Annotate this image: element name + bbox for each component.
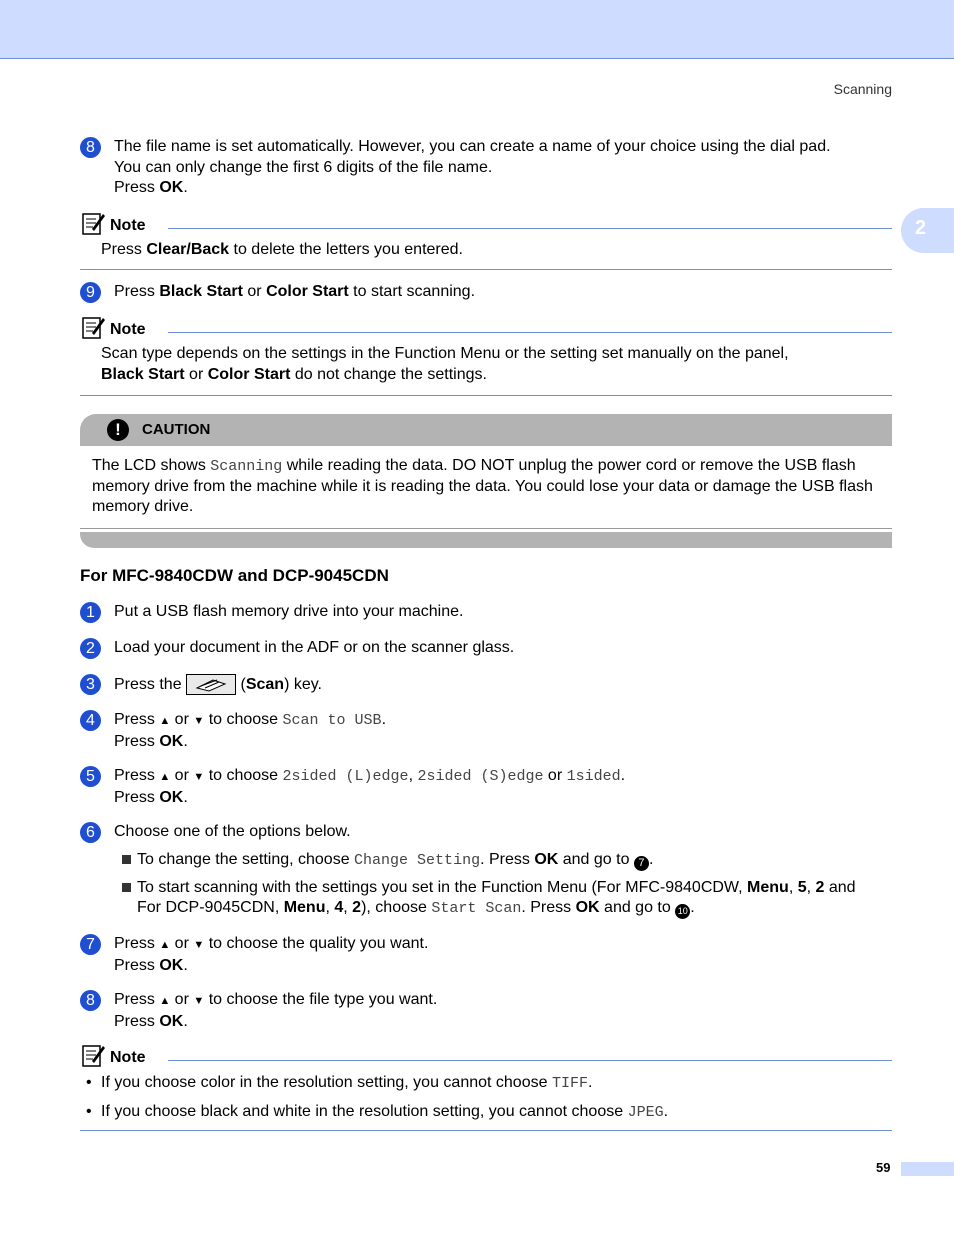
up-arrow-icon: ▲ (159, 995, 171, 1007)
note-pencil-icon (82, 211, 106, 235)
note-bottom-rule (80, 269, 892, 270)
note-scan-type: Note Scan type depends on the settings in the Function Menu or the setting set manually on the panel, Black Start or Color Start do not change the settings. (80, 315, 892, 396)
step-ref-10-icon: 10 (675, 904, 690, 919)
up-arrow-icon: ▲ (159, 771, 171, 783)
step-text: Choose one of the options below. (114, 823, 351, 840)
ok-key-label: OK (159, 179, 184, 196)
step-ref-7-icon: 7 (634, 856, 649, 871)
step-number: 3 (80, 674, 101, 695)
list-item: • If you choose color in the resolution setting, you cannot choose TIFF. (80, 1072, 892, 1094)
running-header: Scanning (833, 81, 892, 97)
section-title: For MFC-9840CDW and DCP-9045CDN (80, 566, 389, 585)
step-text: You can only change the first 6 digits of the file name. (114, 158, 493, 176)
up-arrow-icon: ▲ (159, 939, 171, 951)
down-arrow-icon: ▼ (193, 995, 205, 1007)
note-bottom-rule (80, 1130, 892, 1131)
step-number: 8 (80, 137, 101, 158)
down-arrow-icon: ▼ (193, 771, 205, 783)
header-band (0, 0, 954, 59)
caution-header (80, 414, 892, 446)
option-start-scan: To start scanning with the settings you set in the Function Menu (For MFC-9840CDW, Menu, 5, 2 and For DCP-9045CDN, Menu, 4, 2), choose Start Scan. Press OK and go to 10 . (122, 878, 882, 919)
down-arrow-icon: ▼ (193, 715, 205, 727)
step-text: The file name is set automatically. However, you can create a name of your choice using the dial pad. (114, 138, 831, 155)
list-item: • If you choose black and white in the resolution setting, you cannot choose JPEG. (80, 1101, 892, 1123)
step-text: Put a USB flash memory drive into your machine. (114, 603, 464, 620)
note-pencil-icon (82, 315, 106, 339)
step-number: 1 (80, 602, 101, 623)
note-label: Note (110, 321, 146, 338)
note-rule (168, 228, 892, 229)
caution-exclamation-icon: ! (107, 419, 129, 441)
step-number: 9 (80, 282, 101, 303)
step-number: 8 (80, 990, 101, 1011)
scan-key-icon (186, 674, 236, 695)
up-arrow-icon: ▲ (159, 715, 171, 727)
step-number: 6 (80, 822, 101, 843)
note-clear-back: Note Press Clear/Back to delete the letters you entered. (80, 211, 892, 270)
caution-footer-bar (80, 532, 892, 548)
note-bottom-rule (80, 395, 892, 396)
down-arrow-icon: ▼ (193, 939, 205, 951)
note-label: Note (110, 1049, 146, 1066)
step-number: 7 (80, 934, 101, 955)
caution-divider (80, 528, 892, 529)
caution-box (80, 414, 892, 517)
square-bullet-icon (122, 883, 131, 892)
caution-text: The LCD shows Scanning while reading the data. DO NOT unplug the power cord or remove the USB flash memory drive from the machine while it is reading the data. You could lose your data or damage the USB flash memory drive. (92, 457, 873, 515)
note-label: Note (110, 217, 146, 234)
caution-title: CAUTION (142, 421, 211, 438)
chapter-number: 2 (915, 217, 927, 239)
note-pencil-icon (82, 1043, 106, 1067)
step-number: 4 (80, 710, 101, 731)
step-number: 5 (80, 766, 101, 787)
note-rule (168, 1060, 892, 1061)
option-change-setting: To change the setting, choose Change Setting. Press OK and go to 7 . (122, 850, 882, 871)
note-file-type (80, 1043, 892, 1131)
step-number: 2 (80, 638, 101, 659)
clear-back-key-label: Clear/Back (146, 241, 230, 258)
page-number: 59 (876, 1160, 891, 1175)
chapter-tab (901, 208, 954, 253)
step-text: Load your document in the ADF or on the scanner glass. (114, 639, 515, 656)
square-bullet-icon (122, 855, 131, 864)
note-rule (168, 332, 892, 333)
footer-band (901, 1162, 954, 1176)
